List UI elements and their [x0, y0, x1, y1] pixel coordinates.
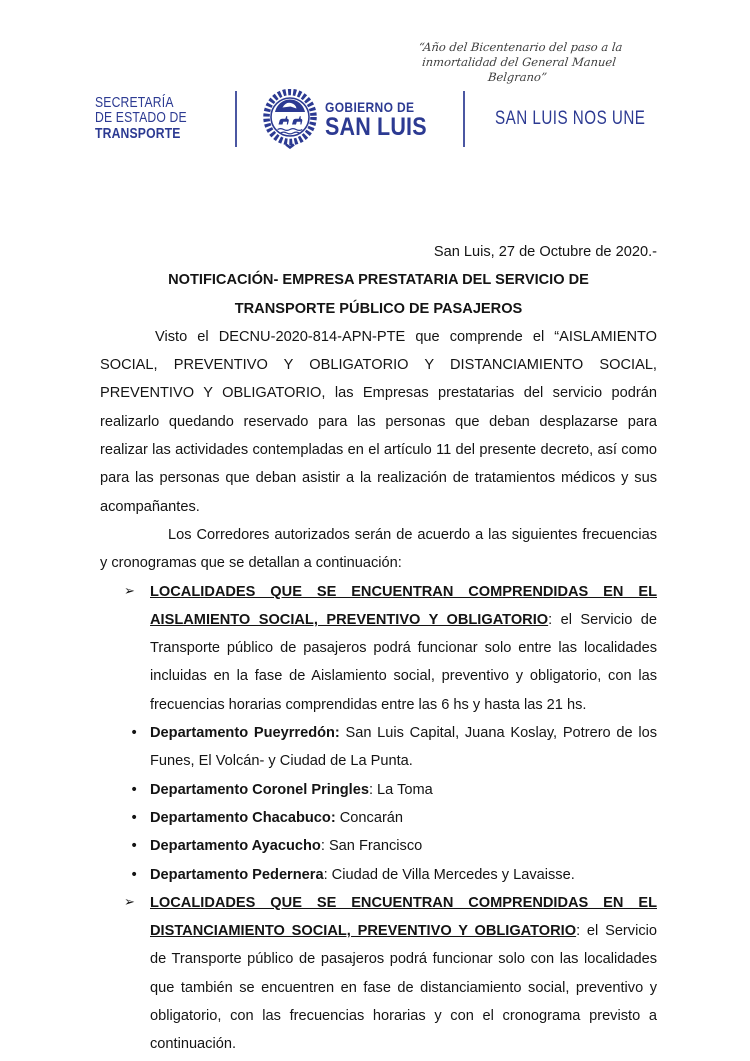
- department-label: Departamento Coronel Pringles: [150, 781, 369, 798]
- list-item-text: : el Servicio de Transporte público de pasajeros podrá funcionar solo con las localidades que también se encuentren en fase de distanciamiento social, preventivo y obligatorio, con las frecuencias horarias y con el cronograma previsto a continuación.: [150, 923, 657, 1053]
- department-label: Departamento Pueyrredón:: [150, 725, 340, 742]
- san-luis-label: SAN LUIS: [325, 112, 427, 141]
- motto-quote: [392, 40, 647, 85]
- department-value: : La Toma: [368, 781, 433, 798]
- letterhead: [95, 88, 683, 150]
- title-line2: TRANSPORTE PÚBLICO DE PASAJEROS: [234, 300, 523, 317]
- gobierno-wordmark: [325, 100, 435, 139]
- list-item-lead: LOCALIDADES QUE SE ENCUENTRAN COMPRENDIDAS EN EL DISTANCIAMIENTO SOCIAL, PREVENTIVO Y OBLIGATORIO: [150, 894, 657, 940]
- list-item-coronel-pringles: [100, 776, 657, 804]
- department-label: Departamento Chacabuco:: [150, 809, 336, 826]
- list-item-ayacucho: [100, 832, 657, 860]
- paragraph-corredores: Los Corredores autorizados serán de acuerdo a las siguientes frecuencias y cronogramas que se detallan a continuación:: [100, 526, 657, 572]
- dot-bullet-marker: •: [130, 866, 139, 883]
- slogan: SAN LUIS NOS UNE: [495, 108, 646, 129]
- dot-bullet-marker: •: [130, 725, 139, 742]
- department-label: Departamento Pedernera: [150, 866, 324, 883]
- list-item-pedernera: [100, 861, 657, 889]
- department-value: : Ciudad de Villa Mercedes y Lavaisse.: [323, 866, 575, 883]
- department-value: Concarán: [335, 809, 404, 826]
- document-title: [100, 266, 657, 323]
- san-luis-crest-icon: [263, 89, 317, 149]
- motto-line2: inmortalidad del General Manuel Belgrano”: [421, 55, 617, 84]
- secretaria-line2: DE ESTADO DE: [95, 110, 187, 127]
- dot-bullet-marker: •: [130, 781, 139, 798]
- gobierno-san-luis-logo: [263, 89, 453, 149]
- department-value: San Luis Capital, Juana Koslay, Potrero de los Funes, El Volcán- y Ciudad de La Punta.: [150, 725, 657, 770]
- vertical-divider: [463, 91, 465, 147]
- document-body: [100, 238, 657, 1059]
- gobierno-de-label: GOBIERNO DE: [325, 98, 415, 115]
- list-item-text: : el Servicio de Transporte público de pasajeros podrá funcionar solo entre las localidades incluidas en la fase de Aislamiento social, preventivo y obligatorio, con las frecuencias horarias comprendidas entre las 6 hs y hasta las 21 hs.: [150, 611, 658, 713]
- paragraph-visto: Visto el DECNU-2020-814-APN-PTE que comprende el “AISLAMIENTO SOCIAL, PREVENTIVO Y OBLIGATORIO Y DISTANCIAMIENTO SOCIAL, PREVENTIVO Y OBLIGATORIO, las Empresas prestatarias del servicio podrán realizarlo quedando reservado para las personas que deban desplazarse para realizar las actividades contempladas en el artículo 11 del presente decreto, así como para las personas que deban asistir a la realización de tratamientos médicos y sus acompañantes.: [100, 328, 657, 515]
- list-item-aislamiento: [100, 578, 657, 719]
- department-value: : San Francisco: [320, 838, 423, 855]
- list-item-pueyrredon: [100, 719, 657, 776]
- date-line: San Luis, 27 de Octubre de 2020.-: [433, 244, 657, 260]
- list-item-lead: LOCALIDADES QUE SE ENCUENTRAN COMPRENDIDAS EN EL AISLAMIENTO SOCIAL, PREVENTIVO Y OBLIGATORIO: [150, 583, 657, 628]
- list-item-distanciamiento: [100, 889, 657, 1059]
- list-item-chacabuco: [100, 804, 657, 832]
- secretaria-line3: TRANSPORTE: [95, 125, 181, 142]
- department-label: Departamento Ayacucho: [150, 838, 321, 855]
- arrow-bullet-marker: ➢: [124, 583, 135, 599]
- motto-line1: “Año del Bicentenario del paso a la: [418, 40, 624, 54]
- dot-bullet-marker: •: [130, 809, 139, 826]
- vertical-divider: [235, 91, 237, 147]
- arrow-bullet-marker: ➢: [124, 894, 135, 910]
- dot-bullet-marker: •: [130, 838, 139, 855]
- secretaria-transporte-logo: [95, 96, 213, 143]
- secretaria-line1: SECRETARÍA: [95, 94, 174, 111]
- title-line1: NOTIFICACIÓN- EMPRESA PRESTATARIA DEL SERVICIO DE: [168, 272, 589, 289]
